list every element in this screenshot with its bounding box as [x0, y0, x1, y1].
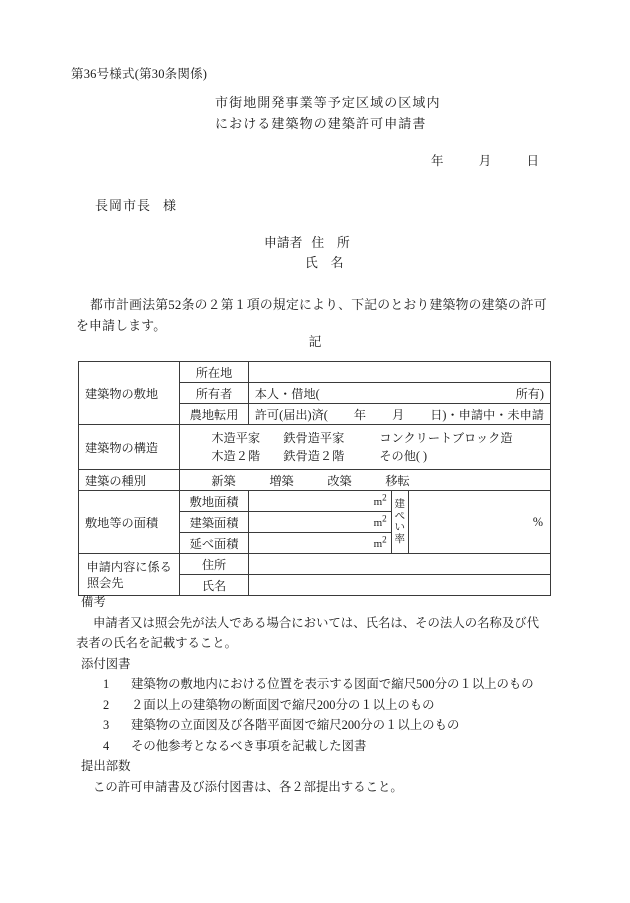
kind-label-cell — [79, 470, 180, 491]
site-owner-suffix: 所有) — [515, 386, 544, 401]
building-area-sub-label: 建築面積 — [180, 512, 248, 533]
farmland-month: 月 — [392, 407, 405, 422]
kind-options-cell[interactable] — [180, 470, 551, 491]
attachment-text-2: ２面以上の建築物の断面図で縮尺200分の１以上のもの — [131, 697, 435, 712]
application-table — [78, 361, 551, 596]
addressee-line — [95, 195, 177, 214]
list-item — [103, 674, 566, 695]
table-row — [79, 470, 551, 491]
attachment-number-2: 2 — [103, 697, 110, 712]
reference-label-cell — [79, 554, 180, 596]
structure-option-wood-1f[interactable]: 木造平家 — [211, 431, 261, 445]
coverage-ratio-char-3: い — [394, 522, 405, 533]
structure-option-steel-1f[interactable]: 鉄骨造平家 — [283, 431, 345, 445]
structure-option-steel-2f[interactable]: 鉄骨造２階 — [283, 449, 345, 463]
applicant-block — [264, 233, 350, 273]
structure-option-concrete-block[interactable]: コンクリートブロック造 — [379, 431, 513, 445]
reference-label-line-1: 申請内容に係る — [86, 559, 172, 574]
site-owner-sub-label: 所有者 — [180, 383, 248, 404]
attachments-heading: 添付図書 — [81, 656, 131, 671]
site-location-sub-label: 所在地 — [180, 362, 248, 383]
area-label-cell — [79, 491, 180, 554]
area-label: 敷地等の面積 — [85, 515, 159, 530]
farmland-year: 年 — [353, 407, 367, 422]
applicant-address-label: 住 所 — [311, 236, 350, 250]
applicant-address-row — [264, 233, 350, 253]
coverage-ratio-label-cell — [391, 491, 408, 554]
reference-name-sub-label: 氏名 — [180, 575, 248, 596]
ki-marker: 記 — [308, 335, 322, 349]
addressee-honorific: 様 — [163, 198, 178, 213]
site-area-input[interactable] — [248, 491, 391, 512]
applicant-name-row — [305, 253, 350, 273]
site-location-input[interactable] — [248, 362, 550, 383]
reference-label-line-2: 照会先 — [87, 575, 124, 590]
kind-option-new[interactable]: 新築 — [211, 473, 236, 488]
coverage-ratio-input[interactable] — [408, 491, 550, 554]
structure-option-other[interactable]: その他( ) — [379, 449, 428, 463]
title-line-1: 市街地開発事業等予定区域の区域内 — [215, 95, 441, 110]
total-floor-area-unit: $m^2$ — [373, 534, 387, 551]
structure-options-cell[interactable] — [180, 425, 551, 470]
attachment-number-1: 1 — [103, 677, 110, 691]
table-row — [79, 362, 551, 383]
kind-label: 建築の種別 — [85, 473, 146, 488]
attachment-number-4: 4 — [103, 738, 110, 753]
structure-options-line-2 — [180, 447, 550, 465]
total-floor-area-input[interactable] — [248, 533, 391, 554]
date-line — [431, 151, 539, 169]
attachment-text-4: その他参考となるべき事項を記載した図書 — [131, 738, 367, 753]
applicant-name-label: 氏 名 — [305, 256, 344, 270]
structure-options-line-1 — [180, 429, 550, 447]
list-item — [103, 715, 566, 736]
farmland-prefix: 許可(届出)済( — [254, 407, 328, 422]
remarks-heading: 備考 — [81, 595, 106, 609]
list-item — [103, 695, 566, 716]
remarks-text: 申請者又は照会先が法人である場合においては、氏名は、その法人の名称及び代表者の氏名を記載すること。 — [76, 615, 540, 650]
site-area-unit: $m^2$ — [373, 492, 387, 509]
building-area-input[interactable] — [248, 512, 391, 533]
form-number: 第36号様式(第30条関係) — [71, 67, 208, 81]
addressee-name: 長岡市長 — [95, 198, 152, 213]
total-floor-area-sub-label: 延べ面積 — [180, 533, 248, 554]
attachment-text-3: 建築物の立面図及び各階平面図で縮尺200分の１以上のもの — [131, 718, 460, 732]
table-row — [79, 425, 551, 470]
kind-option-rebuild[interactable]: 改築 — [327, 473, 352, 488]
attachment-text-1: 建築物の敷地内における位置を表示する図面で縮尺500分の１以上のもの — [131, 677, 534, 691]
coverage-ratio-char-1: 建 — [394, 499, 405, 510]
structure-label: 建築物の構造 — [85, 440, 159, 455]
reference-address-input[interactable] — [248, 554, 550, 575]
table-row — [79, 491, 551, 512]
farmland-input[interactable] — [248, 404, 550, 425]
document-title — [215, 92, 441, 134]
table-row — [79, 554, 551, 575]
structure-option-wood-2f[interactable]: 木造２階 — [211, 449, 261, 463]
copies-text: この許可申請書及び添付図書は、各２部提出すること。 — [93, 779, 403, 794]
applicant-label: 申請者 — [264, 236, 303, 250]
site-label-cell — [79, 362, 180, 425]
reference-address-sub-label: 住所 — [180, 554, 248, 575]
kind-option-extension[interactable]: 増築 — [269, 473, 294, 488]
site-owner-prefix: 本人・借地( — [254, 386, 320, 401]
date-day-label: 日 — [526, 154, 540, 168]
date-month-label: 月 — [478, 154, 492, 168]
site-label: 建築物の敷地 — [85, 386, 159, 401]
notes-section — [76, 592, 566, 797]
coverage-ratio-char-4: 率 — [394, 533, 405, 545]
coverage-ratio-char-2: ぺ — [394, 510, 405, 522]
site-owner-input[interactable] — [248, 383, 550, 404]
title-line-2: における建築物の建築許可申請書 — [215, 116, 427, 131]
farmland-day-suffix: 日)・申請中・未申請 — [430, 407, 544, 422]
body-paragraph: 都市計画法第52条の２第１項の規定により、下記のとおり建築物の建築の許可を申請します。 — [76, 298, 547, 333]
list-item — [103, 736, 566, 757]
coverage-ratio-unit: % — [532, 514, 543, 529]
kind-option-relocation[interactable]: 移転 — [385, 473, 410, 488]
attachment-number-3: 3 — [103, 718, 110, 732]
farmland-sub-label: 農地転用 — [180, 404, 248, 425]
building-area-unit: $m^2$ — [373, 513, 387, 530]
date-year-label: 年 — [431, 154, 444, 168]
structure-label-cell — [79, 425, 180, 470]
site-area-sub-label: 敷地面積 — [180, 491, 248, 512]
copies-heading: 提出部数 — [81, 759, 131, 773]
